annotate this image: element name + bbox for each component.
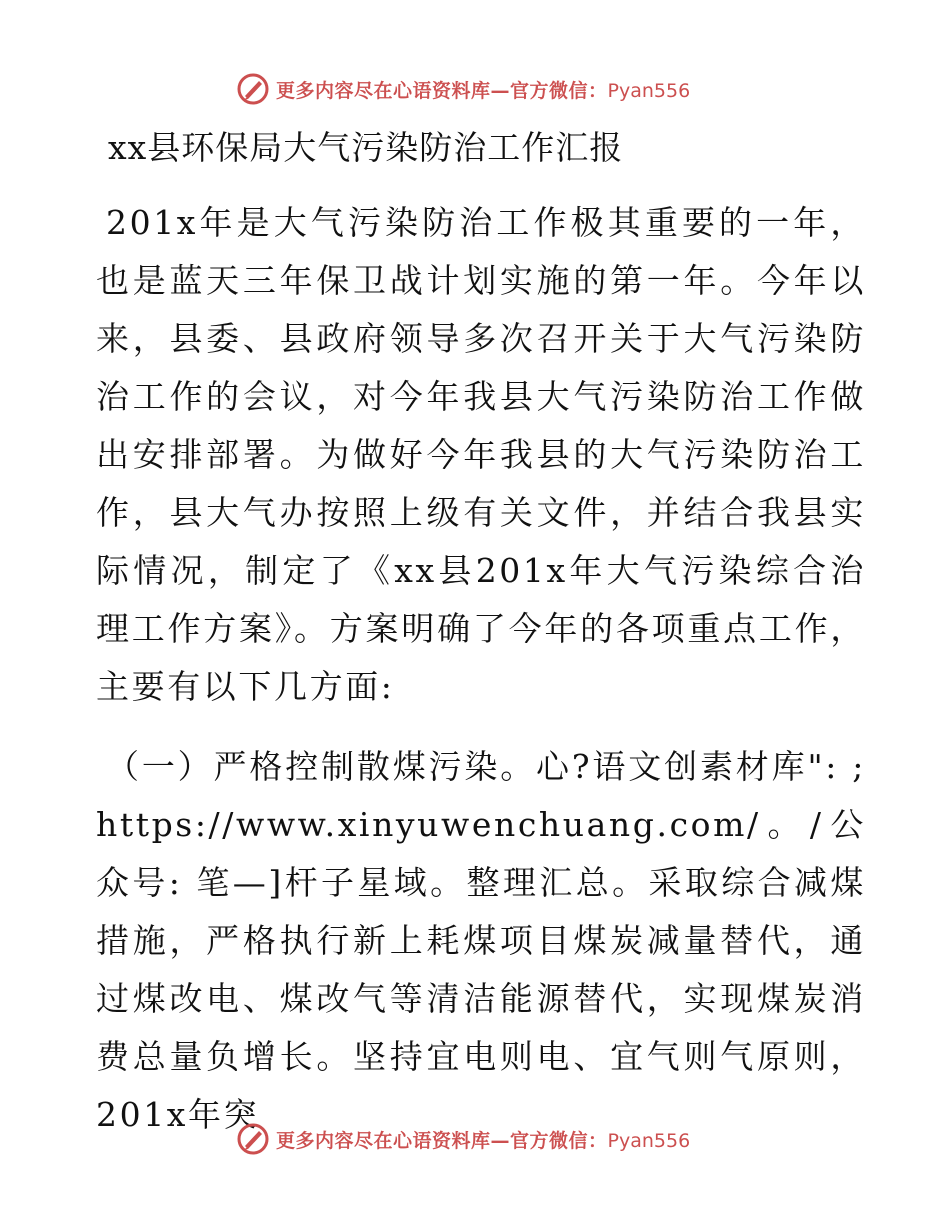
logo-icon <box>236 1122 270 1156</box>
document-body <box>96 124 866 1144</box>
document-title: xx县环保局大气污染防治工作汇报 <box>108 128 624 167</box>
paragraph-intro: 201x年是大气污染防治工作极其重要的一年，也是蓝天三年保卫战计划实施的第一年。今年以来，县委、县政府领导多次召开关于大气污染防治工作的会议，对今年我县大气污染防治工作做出安排部署。为做好今年我县的大气污染防治工作，县大气办按照上级有关文件，并结合我县实际情况，制定了《xx县201x年大气污染综合治理工作方案》。方案明确了今年的各项重点工作，主要有以下几方面: <box>96 203 866 706</box>
watermark-label: 更多内容尽在心语资料库—官方微信： <box>276 79 608 102</box>
watermark-label: 更多内容尽在心语资料库—官方微信： <box>276 1129 608 1152</box>
watermark-text <box>276 1126 690 1153</box>
watermark-wechat-id: Pyan556 <box>607 1129 691 1152</box>
watermark-wechat-id: Pyan556 <box>607 79 691 102</box>
watermark-text <box>276 76 690 103</box>
logo-icon <box>236 72 270 106</box>
header-watermark <box>236 72 690 106</box>
paragraph-coal-control: （一）严格控制散煤污染。心?语文创素材库": ;https://www.xinyuwenchuang.com/。/公众号: 笔—]杆子星域。整理汇总。采取综合减煤措施，严格执行新上耗煤项目煤炭减量替代，通过煤改电、煤改气等清洁能源替代，实现煤炭消费总量负增长。坚持宜电则电、宜气则气原则，201x年突 <box>96 747 866 1134</box>
footer-watermark <box>236 1122 690 1156</box>
